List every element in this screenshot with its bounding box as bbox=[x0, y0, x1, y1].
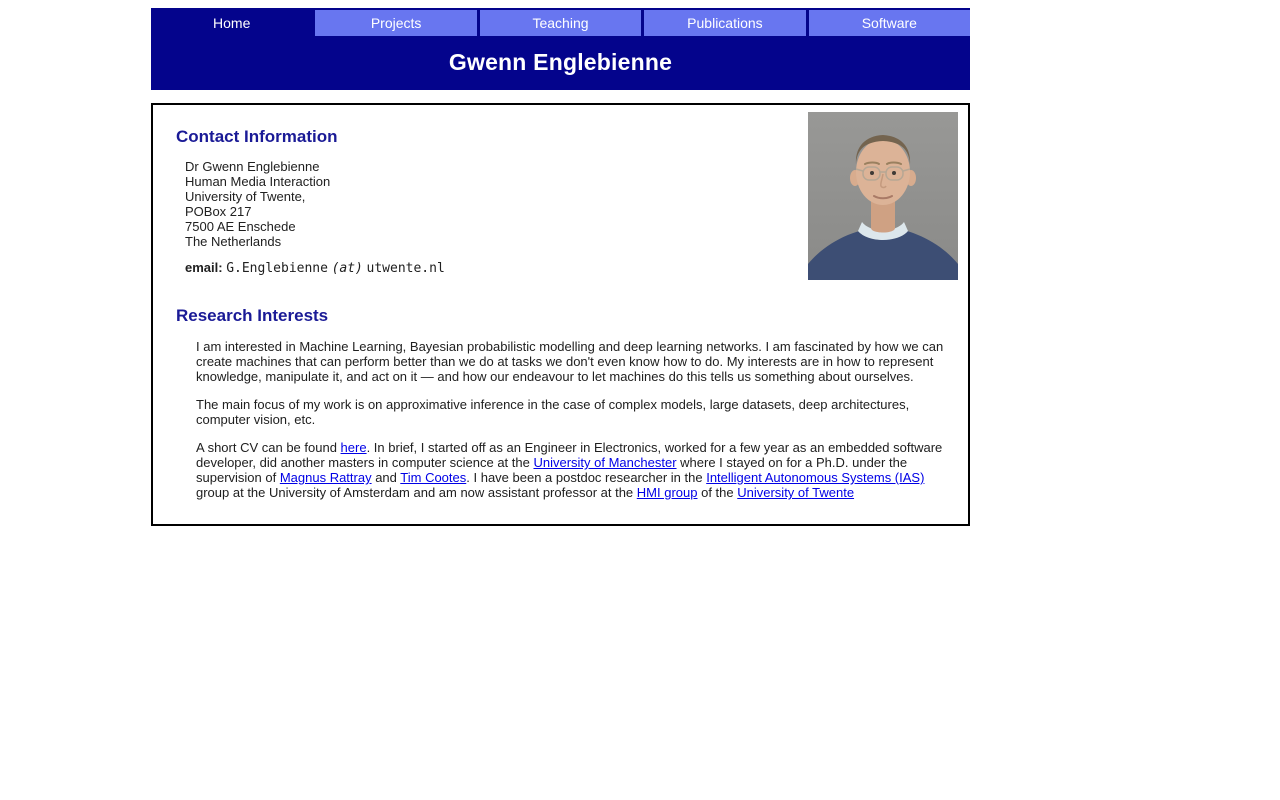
hmi-group-link[interactable]: HMI group bbox=[636, 485, 698, 500]
bio-text-4: . I have been a postdoc researcher in the bbox=[466, 470, 707, 485]
contact-heading: Contact Information bbox=[176, 127, 338, 146]
research-paragraph-1: I am interested in Machine Learning, Bayesian probabilistic modelling and deep learning networks. I am fascinated by how we can create machines that can perform better than we do at tasks we don't even know how to do. My interests are in how to represent knowledge, manipulate it, and act on it — and how our endeavour to let machines do this tells us something about ourselves. bbox=[196, 339, 944, 384]
address-line-university: University of Twente, bbox=[185, 189, 306, 204]
address-line-pobox: POBox 217 bbox=[185, 204, 252, 219]
content-box bbox=[151, 103, 970, 526]
portrait-photo bbox=[808, 112, 958, 280]
bio-text-6: of the bbox=[697, 485, 738, 500]
tab-teaching[interactable]: Teaching bbox=[477, 10, 641, 36]
magnus-rattray-link[interactable]: Magnus Rattray bbox=[279, 470, 372, 485]
page-header bbox=[151, 8, 970, 90]
email-label: email: bbox=[185, 260, 223, 275]
banner bbox=[151, 36, 970, 88]
bio-text-2: where I stayed on for a Ph.D. under the supervision of bbox=[196, 455, 908, 485]
email-user: G.Englebienne bbox=[226, 261, 328, 276]
address-line-country: The Netherlands bbox=[185, 234, 282, 249]
tim-cootes-link[interactable]: Tim Cootes bbox=[400, 470, 467, 485]
tab-projects[interactable]: Projects bbox=[312, 10, 476, 36]
page-title: Gwenn Englebienne bbox=[448, 48, 673, 75]
main-nav bbox=[151, 8, 970, 36]
university-of-twente-link[interactable]: University of Twente bbox=[737, 485, 855, 500]
research-paragraph-2: The main focus of my work is on approximative inference in the case of complex models, large datasets, deep architectures, computer vision, etc. bbox=[196, 397, 910, 427]
bio-text-3: and bbox=[371, 470, 401, 485]
address-line-postcode: 7500 AE Enschede bbox=[185, 219, 296, 234]
cv-link[interactable]: here bbox=[340, 440, 367, 455]
address-line-name: Dr Gwenn Englebienne bbox=[185, 159, 320, 174]
research-heading: Research Interests bbox=[176, 306, 329, 325]
research-section bbox=[176, 339, 958, 500]
tab-publications[interactable]: Publications bbox=[641, 10, 805, 36]
university-of-manchester-link[interactable]: University of Manchester bbox=[533, 455, 677, 470]
email-domain: utwente.nl bbox=[366, 261, 445, 276]
tab-software[interactable]: Software bbox=[806, 10, 970, 36]
ias-group-link[interactable]: Intelligent Autonomous Systems (IAS) bbox=[706, 470, 925, 485]
email-at-obfuscation: (at) bbox=[331, 261, 363, 276]
cv-text: A short CV can be found bbox=[196, 440, 341, 455]
bio-text-1: . In brief, I started off as an Engineer in Electronics, worked for a few year as an embedded software developer, did another masters in computer science at the bbox=[196, 440, 943, 470]
address-line-group: Human Media Interaction bbox=[185, 174, 331, 189]
bio-text-5: group at the University of Amsterdam and am now assistant professor at the bbox=[196, 485, 637, 500]
research-paragraph-3 bbox=[196, 440, 958, 500]
tab-home[interactable]: Home bbox=[213, 15, 251, 31]
page-container bbox=[151, 8, 970, 526]
